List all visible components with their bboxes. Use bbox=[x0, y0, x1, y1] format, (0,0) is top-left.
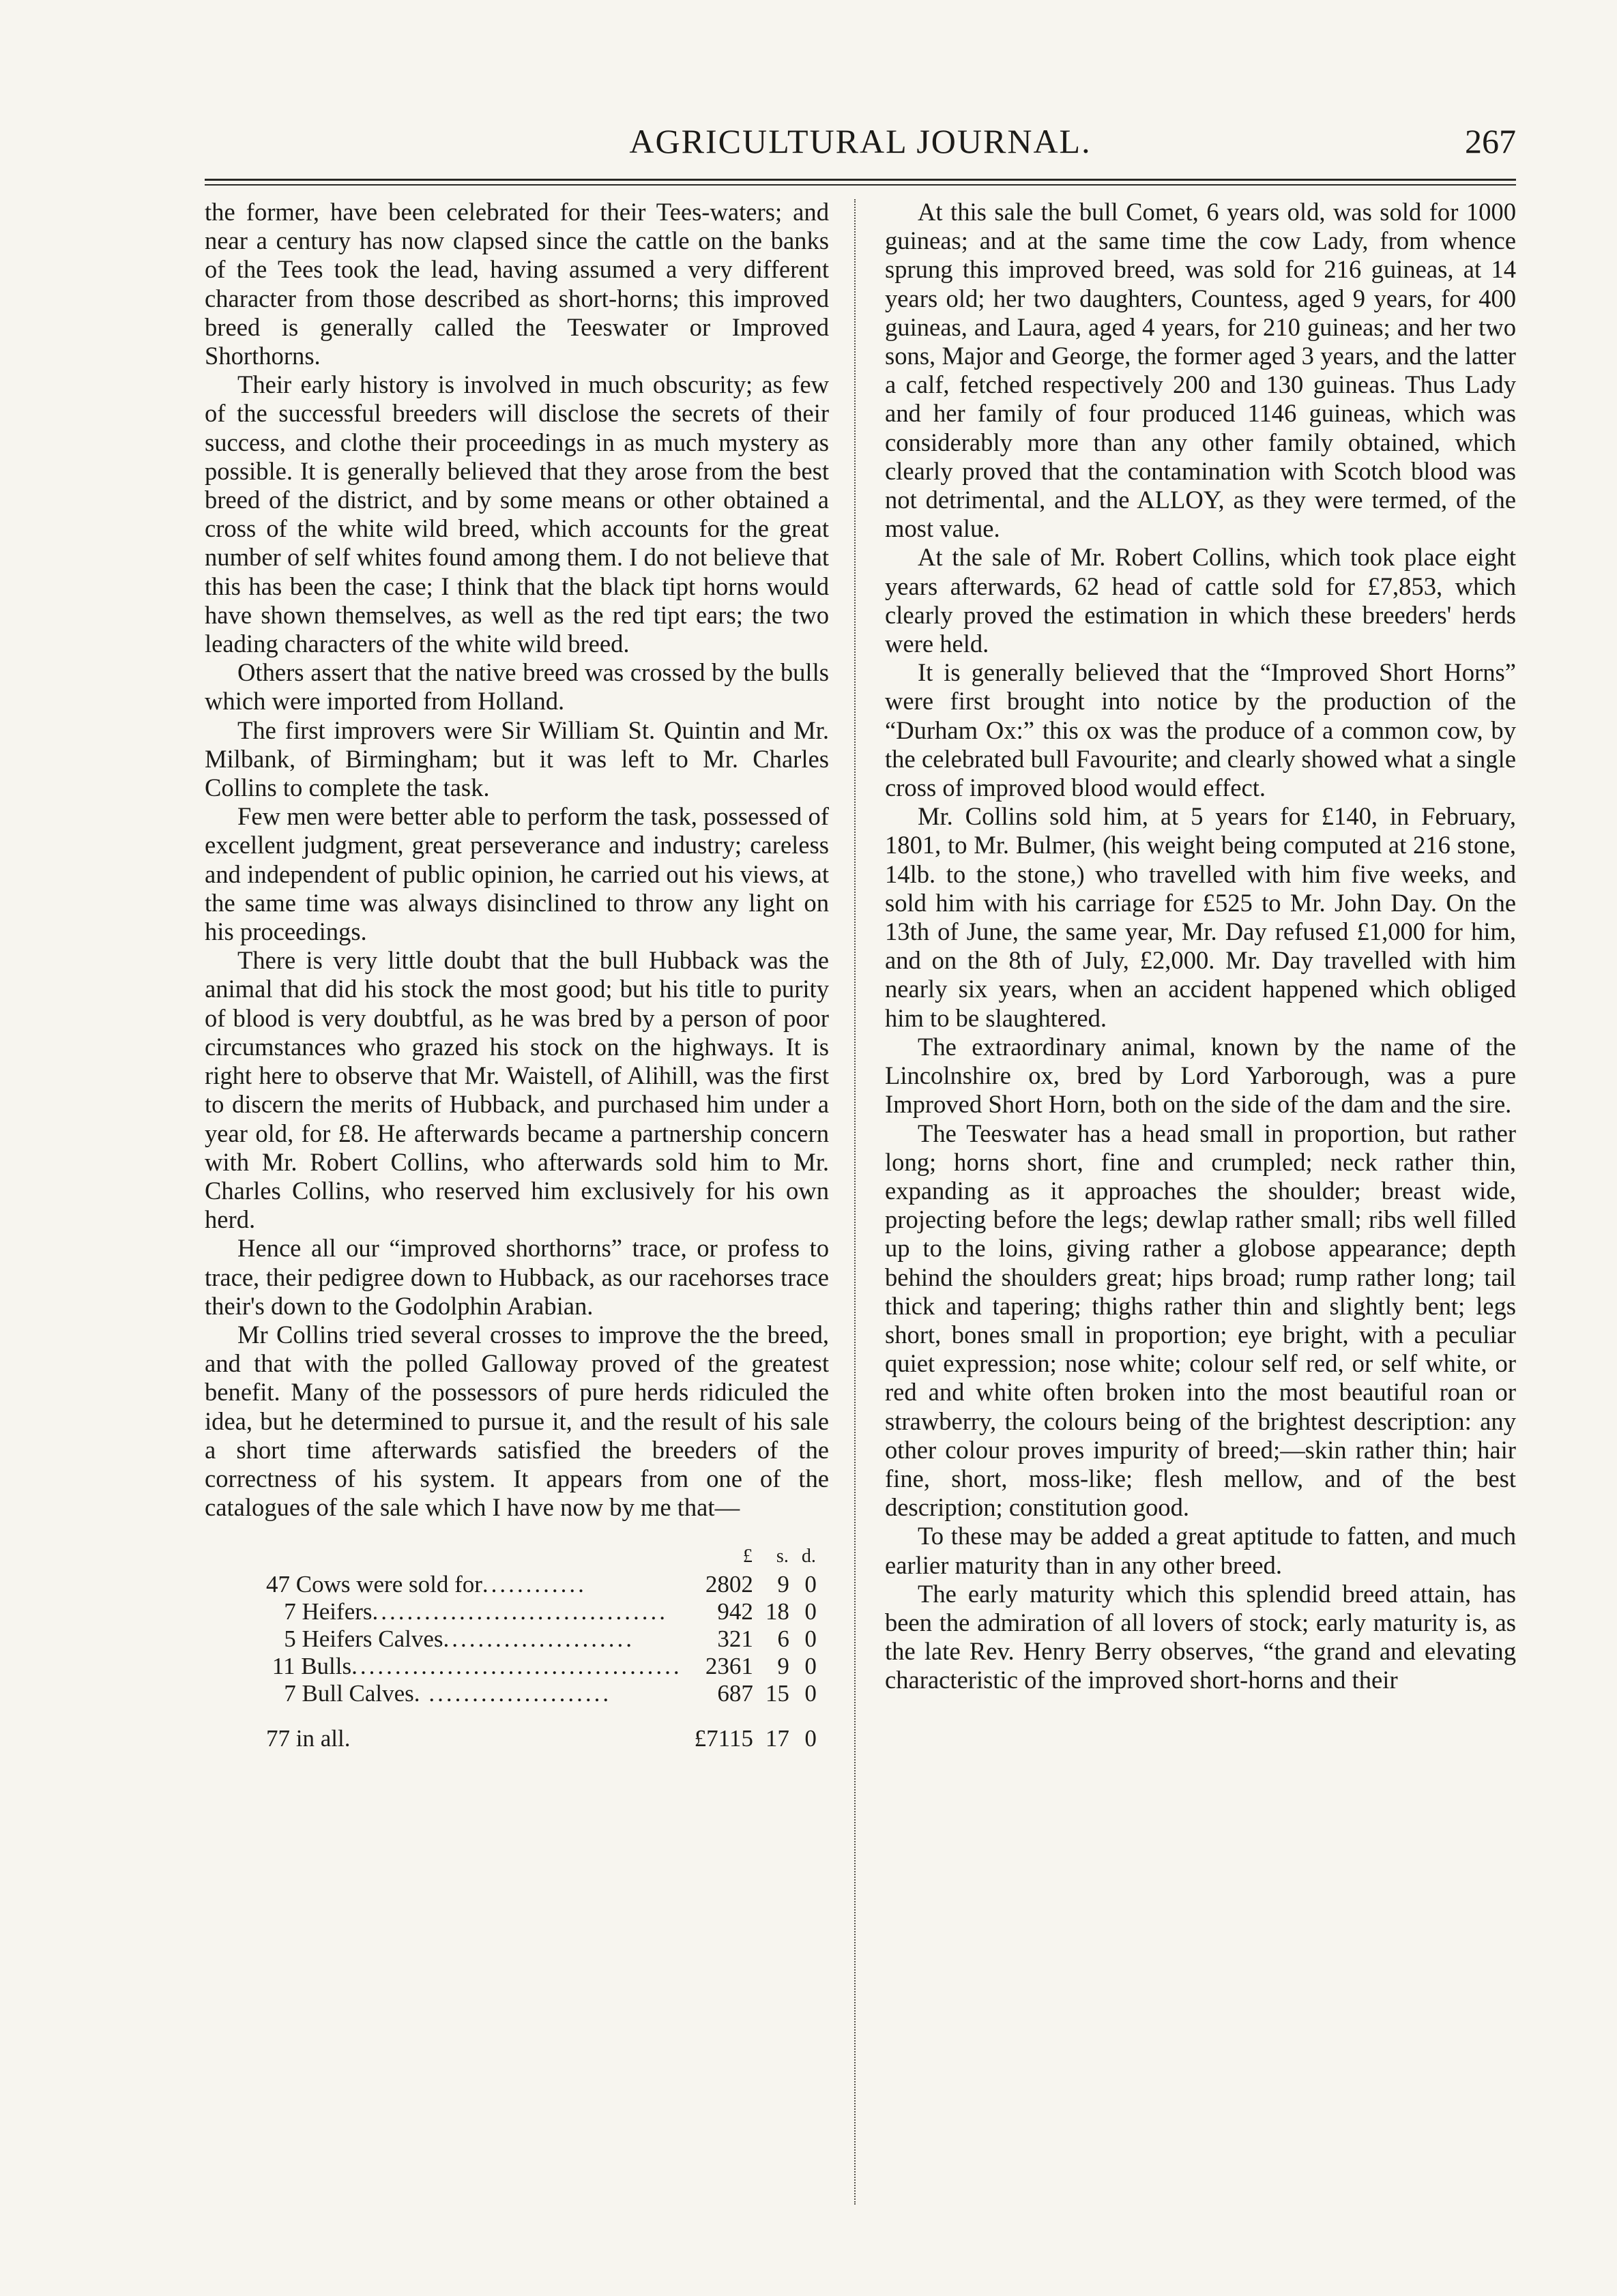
row-shillings: 18 bbox=[765, 1598, 789, 1625]
dot-leader: ..................... bbox=[420, 1680, 612, 1707]
row-pence: 0 bbox=[804, 1598, 817, 1625]
row-pounds: 2361 bbox=[705, 1653, 753, 1680]
row-item: 5 Heifers Calves bbox=[284, 1625, 443, 1653]
journal-title: AGRICULTURAL JOURNAL. bbox=[629, 122, 1092, 160]
paragraph: There is very little doubt that the bull Hubback was the animal that did his stock the most good; but his title to purity of blood is very doubtful, as he was bred by a person of poor circumstances who grazed his stock on the highways. It is right here to observe that Mr. Waistell, of Alihill, was the first to discern the merits of Hubback, and purchased him under a year old, for £8. He afterwards became a partnership concern with Mr. Robert Collins, who afterwards sold him to Mr. Charles Collins, who reserved him exclusively for his own herd. bbox=[205, 946, 829, 1234]
row-shillings: 15 bbox=[765, 1680, 789, 1707]
table-row bbox=[266, 1653, 817, 1680]
row-pence: 0 bbox=[804, 1680, 817, 1707]
row-item: 7 Bull Calves. bbox=[284, 1680, 420, 1707]
total-pounds: £7115 bbox=[694, 1725, 753, 1752]
currency-header-row bbox=[266, 1542, 817, 1571]
paragraph: The first improvers were Sir William St. Quintin and Mr. Milbank, of Birmingham; but it was left to Mr. Charles Collins to complete the task. bbox=[205, 716, 829, 802]
paragraph: To these may be added a great aptitude to fatten, and much earlier maturity than in any other breed. bbox=[885, 1522, 1516, 1579]
column-divider bbox=[854, 199, 856, 2205]
header-rule bbox=[205, 179, 1516, 181]
paragraph: At this sale the bull Comet, 6 years old, was sold for 1000 guineas; and at the same time the cow Lady, from whence sprung this improved breed, was sold for 216 guineas, at 14 years old; her two daughters, Countess, aged 9 years, for 400 guineas, and Laura, aged 4 years, for 210 guineas; and her two sons, Major and George, the former aged 3 years, and the latter a calf, fetched respectively 200 and 130 guineas. Thus Lady and her family of four produced 1146 guineas, which was considerably more than any other family obtained, which clearly proved that the contamination with Scotch blood was not detrimental, and the ALLOY, as they were termed, of the most value. bbox=[885, 198, 1516, 543]
table-row bbox=[266, 1625, 817, 1653]
row-item: 7 Heifers bbox=[284, 1598, 373, 1625]
table-row bbox=[266, 1680, 817, 1707]
shillings-header: s. bbox=[776, 1546, 789, 1568]
row-pounds: 942 bbox=[717, 1598, 753, 1625]
dot-leader: ...................... bbox=[443, 1625, 635, 1653]
running-header bbox=[205, 121, 1516, 169]
paragraph: The early maturity which this splendid breed attain, has been the admiration of all lovers of stock; early maturity is, as the late Rev. Henry Berry observes, “the grand and elevating characteristic of the improved short-horns and their bbox=[885, 1579, 1516, 1694]
paragraph: It is generally believed that the “Improved Short Horns” were first brought into notice by the production of the “Durham Ox:” this ox was the produce of a common cow, by the celebrated bull Favourite; and clearly showed what a single cross of improved blood would effect. bbox=[885, 658, 1516, 802]
paragraph: The Teeswater has a head small in proportion, but rather long; horns short, fine and crumpled; neck rather thin, expanding as it approaches the shoulder; breast wide, projecting before the legs; dewlap rather small; ribs well filled up to the loins, giving rather a globose appearance; depth behind the shoulders great; hips broad; rump rather long; tail thick and tapering; thighs rather thin and slightly bent; legs short, bones small in proportion; eye bright, with a peculiar quiet expression; nose white; colour self red, or self white, or red and white often broken into the most beautiful roan or strawberry, the colours being of the brightest description: any other colour proves impurity of breed;—skin rather thin; hair fine, short, moss-like; flesh mellow, and of the best description; constitution good. bbox=[885, 1119, 1516, 1522]
paragraph: At the sale of Mr. Robert Collins, which took place eight years afterwards, 62 head of cattle sold for £7,853, which clearly proved the estimation in which these breeders' herds were held. bbox=[885, 543, 1516, 658]
row-pence: 0 bbox=[804, 1625, 817, 1653]
pounds-header: £ bbox=[742, 1546, 753, 1568]
table-row bbox=[266, 1598, 817, 1625]
total-pence: 0 bbox=[804, 1725, 817, 1752]
paragraph: Few men were better able to perform the task, possessed of excellent judgment, great perseverance and industry; careless and independent of public opinion, he carried out his views, at the same time was always disinclined to throw any light on his proceedings. bbox=[205, 802, 829, 946]
pence-header: d. bbox=[801, 1546, 816, 1568]
row-shillings: 9 bbox=[777, 1653, 789, 1680]
page-number: 267 bbox=[1465, 122, 1516, 160]
left-column bbox=[205, 198, 829, 1752]
spacer-row bbox=[266, 1707, 817, 1725]
row-pounds: 687 bbox=[717, 1680, 753, 1707]
total-item: 77 in all. bbox=[266, 1725, 351, 1752]
paragraph: Mr. Collins sold him, at 5 years for £140, in February, 1801, to Mr. Bulmer, (his weight being computed at 216 stone, 14lb. to the stone,) who travelled with him five weeks, and sold him with his carriage for £525 to Mr. John Day. On the 13th of June, the same year, Mr. Day refused £1,000 for him, and on the 8th of July, £2,000. Mr. Day travelled with him nearly six years, when an accident happened which obliged him to be slaughtered. bbox=[885, 802, 1516, 1032]
paragraph: the former, have been celebrated for their Tees-waters; and near a century has now clapsed since the cattle on the banks of the Tees took the lead, having assumed a very different character from those described as short-horns; this improved breed is generally called the Teeswater or Improved Shorthorns. bbox=[205, 198, 829, 370]
row-pence: 0 bbox=[804, 1653, 817, 1680]
total-shillings: 17 bbox=[765, 1725, 789, 1752]
paragraph: The extraordinary animal, known by the name of the Lincolnshire ox, bred by Lord Yarborough, was a pure Improved Short Horn, both on the side of the dam and the sire. bbox=[885, 1032, 1516, 1119]
row-item: 47 Cows were sold for bbox=[266, 1571, 482, 1598]
row-shillings: 9 bbox=[777, 1571, 789, 1598]
paragraph: Others assert that the native breed was crossed by the bulls which were imported from Holland. bbox=[205, 658, 829, 716]
row-pounds: 2802 bbox=[705, 1571, 753, 1598]
row-pence: 0 bbox=[804, 1571, 817, 1598]
row-item: 11 Bulls bbox=[272, 1653, 352, 1680]
table-row bbox=[266, 1571, 817, 1598]
header-rule-thin bbox=[205, 184, 1516, 186]
sale-table bbox=[266, 1542, 817, 1752]
dot-leader: .................................. bbox=[372, 1598, 669, 1625]
right-column bbox=[885, 198, 1516, 1695]
total-row bbox=[266, 1725, 817, 1752]
paragraph: Their early history is involved in much obscurity; as few of the successful breeders will disclose the secrets of their success, and clothe their proceedings in as much mystery as possible. It is generally believed that they arose from the best breed of the district, and by some means or other obtained a cross of the white wild breed, which accounts for the great number of self whites found among them. I do not believe that this has been the case; I think that the black tipt horns would have shown themselves, as well as the red tipt ears; the two leading characters of the white wild breed. bbox=[205, 370, 829, 658]
row-shillings: 6 bbox=[777, 1625, 789, 1653]
paragraph: Mr Collins tried several crosses to improve the the breed, and that with the polled Galloway proved of the greatest benefit. Many of the possessors of pure herds ridiculed the idea, but he determined to pursue it, and the result of his sale a short time afterwards satisfied the breeders of the correctness of his system. It appears from one of the catalogues of the sale which I have now by me that— bbox=[205, 1320, 829, 1522]
dot-leader: ............ bbox=[482, 1571, 587, 1598]
paragraph: Hence all our “improved shorthorns” trace, or profess to trace, their pedigree down to Hubback, as our racehorses trace their's down to the Godolphin Arabian. bbox=[205, 1234, 829, 1320]
row-pounds: 321 bbox=[717, 1625, 753, 1653]
dot-leader: ...................................... bbox=[351, 1653, 682, 1680]
